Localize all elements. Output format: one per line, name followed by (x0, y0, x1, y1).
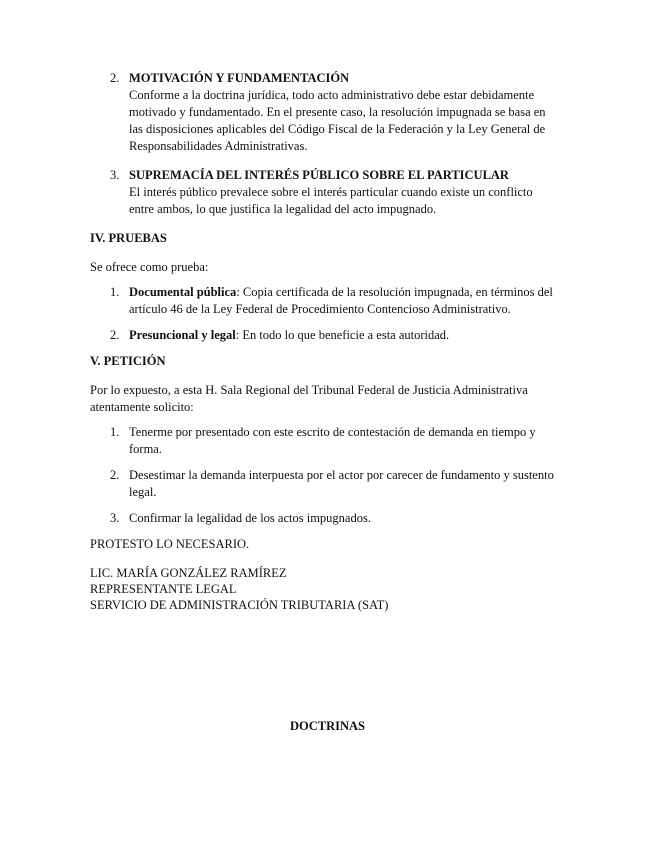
prueba-label: Presuncional y legal (129, 328, 236, 342)
closing-statement: PROTESTO LO NECESARIO. (90, 537, 250, 551)
pruebas-intro: Se ofrece como prueba: (90, 260, 209, 274)
signatory-role: REPRESENTANTE LEGAL (90, 582, 237, 596)
arguments-list (90, 70, 560, 218)
peticion-number: 2. (110, 468, 120, 482)
argument-item (90, 70, 560, 155)
prueba-text: : Copia certificada de la resolución impugnada, en términos del artículo 46 de la Ley Federal de Procedimiento Contencioso Administrativo. (129, 285, 553, 316)
argument-number: 3. (110, 168, 120, 182)
signature-block (90, 565, 560, 613)
peticion-text: Tenerme por presentado con este escrito de contestación de demanda en tiempo y forma. (129, 425, 536, 456)
peticion-heading: V. PETICIÓN (90, 354, 166, 368)
argument-text: Conforme a la doctrina jurídica, todo acto administrativo debe estar debidamente motivado y fundamentado. En el presente caso, la resolución impugnada se basa en las disposiciones aplicables del Código Fiscal de la Federación y la Ley General de Responsabilidades Administrativas. (129, 88, 546, 153)
signatory-name: LIC. MARÍA GONZÁLEZ RAMÍREZ (90, 566, 287, 580)
peticion-item (90, 467, 560, 501)
argument-text: El interés público prevalece sobre el interés particular cuando existe un conflicto entre ambos, lo que justifica la legalidad del acto impugnado. (129, 185, 533, 216)
document-page (90, 70, 560, 613)
argument-title: MOTIVACIÓN Y FUNDAMENTACIÓN (129, 71, 350, 85)
pruebas-list (90, 284, 560, 344)
peticion-text: Confirmar la legalidad de los actos impugnados. (129, 511, 371, 525)
argument-number: 2. (110, 71, 120, 85)
argument-item (90, 167, 560, 218)
section-title-doctrinas: DOCTRINAS (289, 719, 365, 733)
pruebas-heading: IV. PRUEBAS (90, 231, 167, 245)
peticion-list (90, 424, 560, 527)
peticion-item (90, 510, 560, 527)
peticion-intro: Por lo expuesto, a esta H. Sala Regional del Tribunal Federal de Justicia Administrativa atentamente solicito: (90, 383, 528, 414)
prueba-number: 2. (110, 328, 120, 342)
peticion-number: 3. (110, 511, 120, 525)
prueba-item (90, 284, 560, 318)
peticion-text: Desestimar la demanda interpuesta por el actor por carecer de fundamento y sustento legal. (129, 468, 554, 499)
prueba-number: 1. (110, 285, 120, 299)
signatory-organization: SERVICIO DE ADMINISTRACIÓN TRIBUTARIA (SAT) (90, 598, 389, 612)
prueba-label: Documental pública (129, 285, 237, 299)
prueba-text: : En todo lo que beneficie a esta autoridad. (235, 328, 450, 342)
peticion-item (90, 424, 560, 458)
prueba-item (90, 327, 560, 344)
argument-title: SUPREMACÍA DEL INTERÉS PÚBLICO SOBRE EL PARTICULAR (129, 168, 509, 182)
peticion-number: 1. (110, 425, 120, 439)
